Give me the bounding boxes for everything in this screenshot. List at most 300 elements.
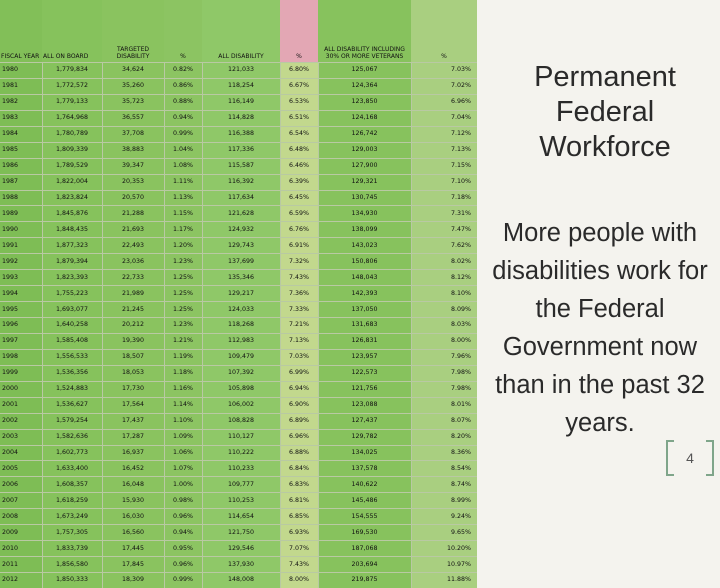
table-row [0,493,477,509]
cell-fiscal-year: 2004 [0,445,42,461]
cell-incl-veterans: 123,850 [318,94,411,110]
cell-targeted-pct: 1.00% [164,477,202,493]
cell-incl-veterans-pct: 8.10% [411,286,477,302]
cell-targeted-disability: 38,883 [102,142,164,158]
cell-fiscal-year: 1991 [0,238,42,254]
cell-incl-veterans-pct: 8.36% [411,445,477,461]
cell-targeted-disability: 20,570 [102,190,164,206]
table-row [0,397,477,413]
cell-targeted-pct: 1.14% [164,397,202,413]
cell-incl-veterans: 131,683 [318,318,411,334]
cell-incl-veterans-pct: 8.07% [411,413,477,429]
cell-all-on-board: 1,823,393 [42,270,102,286]
cell-incl-veterans-pct: 10.20% [411,541,477,557]
cell-all-disability: 105,898 [202,381,280,397]
table-row [0,270,477,286]
cell-targeted-disability: 39,347 [102,158,164,174]
cell-incl-veterans: 130,745 [318,190,411,206]
header-all-on-board: ALL ON BOARD [42,0,102,63]
cell-incl-veterans-pct: 7.10% [411,174,477,190]
cell-all-disability: 121,033 [202,63,280,79]
table-row [0,78,477,94]
cell-all-disability: 118,268 [202,318,280,334]
cell-all-disability-pct: 6.80% [280,63,318,79]
cell-incl-veterans: 129,321 [318,174,411,190]
cell-fiscal-year: 1987 [0,174,42,190]
cell-fiscal-year: 2001 [0,397,42,413]
cell-targeted-disability: 16,452 [102,461,164,477]
table-row [0,206,477,222]
cell-all-disability-pct: 6.59% [280,206,318,222]
cell-targeted-disability: 15,930 [102,493,164,509]
cell-all-disability: 118,254 [202,78,280,94]
cell-incl-veterans: 143,023 [318,238,411,254]
table-row [0,333,477,349]
cell-targeted-disability: 35,723 [102,94,164,110]
cell-incl-veterans-pct: 6.96% [411,94,477,110]
cell-targeted-disability: 18,507 [102,349,164,365]
cell-incl-veterans: 150,806 [318,254,411,270]
cell-targeted-disability: 18,053 [102,365,164,381]
cell-targeted-disability: 19,390 [102,333,164,349]
cell-targeted-disability: 21,245 [102,302,164,318]
table-row [0,557,477,573]
cell-all-disability: 112,983 [202,333,280,349]
cell-incl-veterans: 134,025 [318,445,411,461]
cell-fiscal-year: 2012 [0,573,42,588]
cell-incl-veterans: 154,555 [318,509,411,525]
cell-all-on-board: 1,585,408 [42,333,102,349]
cell-all-disability-pct: 6.51% [280,110,318,126]
cell-all-on-board: 1,757,305 [42,525,102,541]
cell-incl-veterans-pct: 8.03% [411,318,477,334]
cell-incl-veterans: 129,003 [318,142,411,158]
cell-all-on-board: 1,633,400 [42,461,102,477]
cell-incl-veterans: 121,756 [318,381,411,397]
cell-incl-veterans-pct: 7.96% [411,349,477,365]
cell-incl-veterans-pct: 8.01% [411,397,477,413]
cell-all-disability-pct: 6.85% [280,509,318,525]
table-row [0,429,477,445]
cell-fiscal-year: 1986 [0,158,42,174]
cell-all-disability-pct: 6.84% [280,461,318,477]
cell-targeted-disability: 21,693 [102,222,164,238]
cell-all-on-board: 1,856,580 [42,557,102,573]
cell-all-on-board: 1,772,572 [42,78,102,94]
cell-all-disability-pct: 6.94% [280,381,318,397]
cell-fiscal-year: 1983 [0,110,42,126]
table-row [0,365,477,381]
cell-all-on-board: 1,618,259 [42,493,102,509]
cell-targeted-disability: 36,557 [102,110,164,126]
header-all-disability-pct: % [280,0,318,63]
table-row [0,445,477,461]
cell-targeted-disability: 34,624 [102,63,164,79]
table-row [0,413,477,429]
cell-targeted-disability: 21,288 [102,206,164,222]
cell-incl-veterans: 124,168 [318,110,411,126]
cell-all-disability: 116,149 [202,94,280,110]
cell-all-disability: 110,253 [202,493,280,509]
cell-targeted-pct: 1.17% [164,222,202,238]
cell-incl-veterans-pct: 7.04% [411,110,477,126]
cell-targeted-disability: 17,437 [102,413,164,429]
cell-all-disability: 114,654 [202,509,280,525]
cell-targeted-pct: 1.13% [164,190,202,206]
cell-targeted-disability: 16,560 [102,525,164,541]
cell-all-disability-pct: 6.76% [280,222,318,238]
cell-fiscal-year: 1994 [0,286,42,302]
cell-all-disability: 117,634 [202,190,280,206]
table-row [0,190,477,206]
table-row [0,573,477,588]
table-row [0,477,477,493]
cell-targeted-pct: 1.21% [164,333,202,349]
cell-targeted-pct: 1.08% [164,158,202,174]
cell-incl-veterans: 134,930 [318,206,411,222]
cell-incl-veterans-pct: 8.12% [411,270,477,286]
cell-fiscal-year: 2000 [0,381,42,397]
cell-targeted-pct: 1.09% [164,429,202,445]
cell-all-disability-pct: 7.32% [280,254,318,270]
cell-all-on-board: 1,673,249 [42,509,102,525]
cell-fiscal-year: 2005 [0,461,42,477]
cell-all-on-board: 1,877,323 [42,238,102,254]
cell-incl-veterans-pct: 7.47% [411,222,477,238]
cell-all-disability-pct: 7.43% [280,270,318,286]
cell-incl-veterans-pct: 8.99% [411,493,477,509]
cell-targeted-disability: 16,048 [102,477,164,493]
cell-targeted-disability: 17,564 [102,397,164,413]
cell-fiscal-year: 1990 [0,222,42,238]
table-body [0,63,477,588]
cell-all-disability-pct: 7.36% [280,286,318,302]
cell-targeted-pct: 1.25% [164,270,202,286]
cell-incl-veterans: 123,957 [318,349,411,365]
cell-all-disability-pct: 7.21% [280,318,318,334]
cell-all-on-board: 1,524,883 [42,381,102,397]
cell-fiscal-year: 1984 [0,126,42,142]
cell-all-disability: 106,002 [202,397,280,413]
cell-incl-veterans: 123,088 [318,397,411,413]
cell-incl-veterans-pct: 8.20% [411,429,477,445]
cell-all-disability: 137,699 [202,254,280,270]
cell-all-disability: 121,628 [202,206,280,222]
cell-targeted-disability: 16,030 [102,509,164,525]
cell-all-disability-pct: 6.96% [280,429,318,445]
cell-all-disability: 121,750 [202,525,280,541]
cell-all-on-board: 1,789,529 [42,158,102,174]
cell-all-on-board: 1,780,789 [42,126,102,142]
slide-subtitle: More people with disabilities work for the Federal Government now than in the past 32 years. [492,219,708,437]
cell-targeted-disability: 20,353 [102,174,164,190]
cell-incl-veterans-pct: 10.97% [411,557,477,573]
cell-all-disability-pct: 6.45% [280,190,318,206]
cell-targeted-pct: 1.20% [164,238,202,254]
cell-fiscal-year: 1981 [0,78,42,94]
cell-targeted-pct: 1.10% [164,413,202,429]
cell-fiscal-year: 1993 [0,270,42,286]
cell-fiscal-year: 2010 [0,541,42,557]
cell-targeted-pct: 0.82% [164,63,202,79]
cell-all-disability-pct: 6.93% [280,525,318,541]
cell-fiscal-year: 1985 [0,142,42,158]
cell-fiscal-year: 2006 [0,477,42,493]
cell-targeted-disability: 20,212 [102,318,164,334]
cell-all-on-board: 1,556,533 [42,349,102,365]
cell-all-disability: 129,217 [202,286,280,302]
cell-all-disability-pct: 6.81% [280,493,318,509]
cell-all-disability-pct: 6.53% [280,94,318,110]
cell-targeted-disability: 21,989 [102,286,164,302]
cell-incl-veterans: 125,067 [318,63,411,79]
header-fiscal-year: FISCAL YEAR [0,0,42,63]
cell-fiscal-year: 1989 [0,206,42,222]
cell-incl-veterans: 127,900 [318,158,411,174]
cell-incl-veterans: 127,437 [318,413,411,429]
cell-targeted-pct: 0.94% [164,525,202,541]
cell-targeted-disability: 18,309 [102,573,164,588]
cell-targeted-pct: 1.16% [164,381,202,397]
cell-all-disability: 115,587 [202,158,280,174]
cell-targeted-pct: 0.95% [164,541,202,557]
cell-incl-veterans-pct: 9.65% [411,525,477,541]
cell-all-disability: 110,127 [202,429,280,445]
table-row [0,525,477,541]
header-all-disability: ALL DISABILITY [202,0,280,63]
cell-targeted-disability: 22,733 [102,270,164,286]
cell-all-disability: 116,388 [202,126,280,142]
cell-all-disability: 137,930 [202,557,280,573]
cell-all-on-board: 1,602,773 [42,445,102,461]
cell-fiscal-year: 2009 [0,525,42,541]
table-row [0,509,477,525]
cell-all-disability: 107,392 [202,365,280,381]
cell-all-on-board: 1,640,258 [42,318,102,334]
table-row [0,110,477,126]
cell-incl-veterans-pct: 11.88% [411,573,477,588]
cell-targeted-pct: 0.88% [164,94,202,110]
cell-targeted-pct: 0.99% [164,573,202,588]
cell-fiscal-year: 2003 [0,429,42,445]
cell-all-disability-pct: 7.43% [280,557,318,573]
cell-targeted-pct: 1.06% [164,445,202,461]
cell-all-on-board: 1,823,824 [42,190,102,206]
cell-all-disability-pct: 6.46% [280,158,318,174]
table-row [0,318,477,334]
cell-incl-veterans-pct: 7.62% [411,238,477,254]
cell-all-on-board: 1,608,357 [42,477,102,493]
header-targeted-disability: TARGETED DISABILITY [102,0,164,63]
cell-targeted-pct: 1.11% [164,174,202,190]
cell-all-disability: 129,546 [202,541,280,557]
cell-incl-veterans: 137,050 [318,302,411,318]
table-row [0,158,477,174]
cell-incl-veterans: 140,622 [318,477,411,493]
cell-targeted-disability: 35,260 [102,78,164,94]
cell-all-disability-pct: 6.89% [280,413,318,429]
slide-title: Permanent Federal Workforce [534,61,676,163]
cell-all-on-board: 1,822,004 [42,174,102,190]
cell-targeted-pct: 0.96% [164,509,202,525]
cell-all-disability: 124,932 [202,222,280,238]
cell-all-disability-pct: 7.03% [280,349,318,365]
cell-targeted-pct: 0.98% [164,493,202,509]
cell-targeted-pct: 0.86% [164,78,202,94]
cell-all-on-board: 1,536,627 [42,397,102,413]
cell-fiscal-year: 1980 [0,63,42,79]
cell-targeted-disability: 17,445 [102,541,164,557]
cell-all-disability: 109,479 [202,349,280,365]
cell-all-disability: 129,743 [202,238,280,254]
cell-incl-veterans-pct: 7.13% [411,142,477,158]
cell-targeted-disability: 17,845 [102,557,164,573]
cell-all-on-board: 1,536,356 [42,365,102,381]
table-header-row [0,0,477,63]
cell-incl-veterans-pct: 7.98% [411,365,477,381]
cell-targeted-disability: 17,287 [102,429,164,445]
header-targeted-pct: % [164,0,202,63]
cell-all-disability-pct: 6.48% [280,142,318,158]
cell-all-disability-pct: 6.67% [280,78,318,94]
cell-incl-veterans-pct: 7.02% [411,78,477,94]
header-incl-veterans-pct: % [411,0,477,63]
cell-all-on-board: 1,779,834 [42,63,102,79]
cell-incl-veterans: 126,742 [318,126,411,142]
cell-incl-veterans: 122,573 [318,365,411,381]
cell-fiscal-year: 2008 [0,509,42,525]
cell-incl-veterans: 219,875 [318,573,411,588]
cell-all-disability-pct: 6.90% [280,397,318,413]
cell-targeted-disability: 17,730 [102,381,164,397]
table-row [0,238,477,254]
cell-incl-veterans-pct: 7.12% [411,126,477,142]
cell-incl-veterans-pct: 9.24% [411,509,477,525]
cell-targeted-pct: 1.19% [164,349,202,365]
cell-all-disability-pct: 6.88% [280,445,318,461]
cell-incl-veterans: 187,068 [318,541,411,557]
table-row [0,126,477,142]
cell-incl-veterans-pct: 8.54% [411,461,477,477]
cell-fiscal-year: 1982 [0,94,42,110]
table-row [0,63,477,79]
cell-fiscal-year: 1995 [0,302,42,318]
table-row [0,541,477,557]
cell-targeted-pct: 0.94% [164,110,202,126]
header-all-disability-incl-veterans: ALL DISABILITY INCLUDING 30% OR MORE VETERANS [318,0,411,63]
cell-incl-veterans: 138,099 [318,222,411,238]
cell-targeted-disability: 23,036 [102,254,164,270]
cell-all-on-board: 1,848,435 [42,222,102,238]
cell-incl-veterans-pct: 7.18% [411,190,477,206]
cell-targeted-pct: 1.23% [164,254,202,270]
table-row [0,381,477,397]
cell-all-disability-pct: 6.99% [280,365,318,381]
cell-all-disability-pct: 7.13% [280,333,318,349]
cell-targeted-pct: 0.96% [164,557,202,573]
cell-targeted-pct: 1.25% [164,286,202,302]
cell-incl-veterans-pct: 7.98% [411,381,477,397]
cell-all-on-board: 1,764,968 [42,110,102,126]
cell-targeted-pct: 0.99% [164,126,202,142]
cell-incl-veterans-pct: 8.02% [411,254,477,270]
cell-all-disability-pct: 6.39% [280,174,318,190]
cell-all-disability-pct: 7.33% [280,302,318,318]
cell-fiscal-year: 2002 [0,413,42,429]
cell-all-on-board: 1,693,077 [42,302,102,318]
cell-fiscal-year: 1992 [0,254,42,270]
cell-targeted-pct: 1.04% [164,142,202,158]
cell-all-disability-pct: 6.83% [280,477,318,493]
cell-targeted-pct: 1.15% [164,206,202,222]
table-row [0,222,477,238]
cell-targeted-pct: 1.07% [164,461,202,477]
cell-all-disability: 148,008 [202,573,280,588]
cell-incl-veterans: 129,782 [318,429,411,445]
cell-all-on-board: 1,833,739 [42,541,102,557]
cell-fiscal-year: 1999 [0,365,42,381]
cell-incl-veterans: 126,831 [318,333,411,349]
cell-fiscal-year: 1996 [0,318,42,334]
cell-all-on-board: 1,579,254 [42,413,102,429]
cell-all-disability-pct: 7.07% [280,541,318,557]
table-row [0,94,477,110]
table-row [0,286,477,302]
cell-incl-veterans: 203,694 [318,557,411,573]
cell-all-disability: 114,828 [202,110,280,126]
cell-incl-veterans: 124,364 [318,78,411,94]
table-row [0,254,477,270]
cell-fiscal-year: 1998 [0,349,42,365]
table-row [0,142,477,158]
cell-all-disability-pct: 6.54% [280,126,318,142]
cell-incl-veterans: 142,393 [318,286,411,302]
cell-fiscal-year: 1988 [0,190,42,206]
page-number-frame [666,440,714,476]
cell-incl-veterans: 137,578 [318,461,411,477]
cell-all-disability: 124,033 [202,302,280,318]
table-row [0,174,477,190]
cell-all-disability: 108,828 [202,413,280,429]
cell-fiscal-year: 1997 [0,333,42,349]
cell-incl-veterans: 148,043 [318,270,411,286]
cell-all-disability: 109,777 [202,477,280,493]
cell-incl-veterans-pct: 8.74% [411,477,477,493]
cell-incl-veterans-pct: 7.15% [411,158,477,174]
cell-incl-veterans-pct: 7.31% [411,206,477,222]
cell-targeted-disability: 37,708 [102,126,164,142]
cell-targeted-disability: 16,937 [102,445,164,461]
page-number: 4 [686,450,694,466]
cell-all-disability: 116,392 [202,174,280,190]
cell-all-on-board: 1,879,394 [42,254,102,270]
cell-incl-veterans-pct: 8.00% [411,333,477,349]
cell-all-on-board: 1,779,133 [42,94,102,110]
cell-all-on-board: 1,809,339 [42,142,102,158]
table-row [0,349,477,365]
table-row [0,461,477,477]
cell-all-disability: 110,233 [202,461,280,477]
cell-incl-veterans: 169,530 [318,525,411,541]
cell-all-disability: 110,222 [202,445,280,461]
cell-targeted-pct: 1.23% [164,318,202,334]
cell-fiscal-year: 2011 [0,557,42,573]
cell-targeted-disability: 22,493 [102,238,164,254]
cell-incl-veterans-pct: 7.03% [411,63,477,79]
cell-all-disability: 117,336 [202,142,280,158]
cell-all-disability-pct: 8.00% [280,573,318,588]
table-row [0,302,477,318]
